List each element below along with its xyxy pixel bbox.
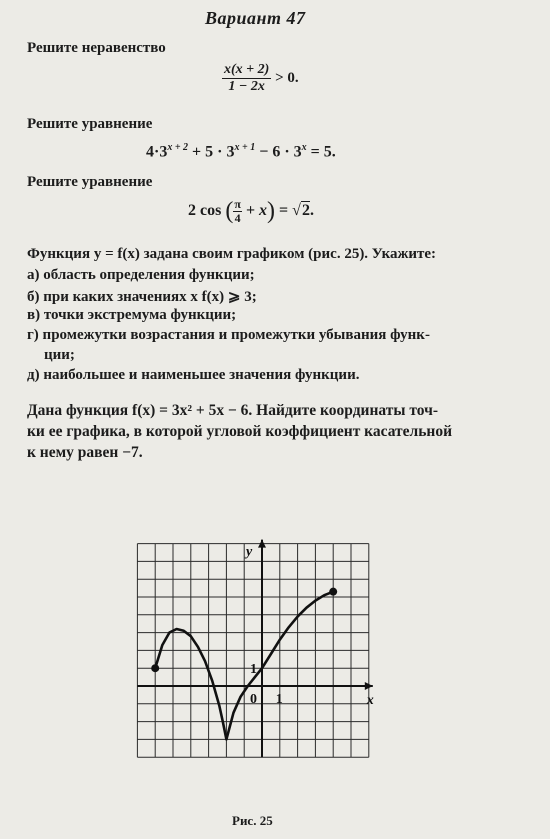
task2-rhs: = 5. bbox=[306, 143, 336, 161]
task1-prompt: Решите неравенство bbox=[27, 40, 166, 56]
task4-intro: Функция y = f(x) задана своим графиком (рис. 25). Укажите: bbox=[27, 246, 437, 262]
task1-numerator: x(x + 2) bbox=[224, 62, 270, 77]
y-tick-1-label: 1 bbox=[250, 662, 257, 678]
task4-item-d: д) наибольшее и наименьшее значения функции. bbox=[27, 367, 360, 383]
task1-denominator: 1 − 2x bbox=[228, 79, 265, 94]
curve-end-point bbox=[329, 588, 337, 596]
variant-title: Вариант 47 bbox=[205, 8, 306, 28]
x-axis-label: x bbox=[366, 693, 374, 708]
task5-line3: к нему равен −7. bbox=[27, 444, 143, 461]
task3-plus-x: + x bbox=[245, 202, 268, 220]
task3-frac-num: π bbox=[234, 197, 241, 211]
curve-start-point bbox=[151, 664, 159, 672]
task4-item-b: б) при каких значениях x f(x) ⩾ 3; bbox=[27, 289, 257, 305]
task2-term2: + 5 · 3 bbox=[188, 143, 235, 161]
task2-exp2: x + 1 bbox=[234, 142, 256, 153]
task3-end: . bbox=[309, 202, 314, 220]
task4-item-g-cont: ции; bbox=[44, 347, 75, 363]
task1-relation: > 0. bbox=[275, 69, 299, 86]
task2-prompt: Решите уравнение bbox=[27, 116, 153, 132]
figure-caption: Рис. 25 bbox=[232, 813, 273, 828]
task2-exp1: x + 2 bbox=[167, 142, 189, 153]
x-tick-1-label: 1 bbox=[275, 692, 283, 707]
task2-exp3: x bbox=[301, 142, 307, 153]
task3-prompt: Решите уравнение bbox=[27, 174, 153, 190]
task4-item-v: в) точки экстремума функции; bbox=[27, 307, 237, 323]
task3-frac-den: 4 bbox=[234, 211, 241, 225]
task4-item-a: а) область определения функции; bbox=[27, 267, 255, 283]
task2-term1: 4·3 bbox=[146, 143, 168, 161]
task5-line2: ки ее графика, в которой угловой коэффициент касательной bbox=[27, 423, 453, 440]
task3-cos: 2 cos bbox=[188, 202, 222, 220]
y-axis-label: y bbox=[246, 544, 253, 560]
task3-equation: 2 cos ( $\frac{\pi}{4}$ + x) = √2. bbox=[188, 197, 314, 225]
task5-line1: Дана функция f(x) = 3x² + 5x − 6. Найдите координаты точ- bbox=[27, 402, 438, 419]
origin-label: 0 bbox=[250, 692, 257, 707]
task2-term3: − 6 · 3 bbox=[255, 143, 302, 161]
task4-item-g: г) промежутки возрастания и промежутки убывания функ- bbox=[27, 327, 430, 343]
task3-sqrt: 2 bbox=[301, 202, 310, 220]
task3-equals: = bbox=[279, 202, 289, 220]
